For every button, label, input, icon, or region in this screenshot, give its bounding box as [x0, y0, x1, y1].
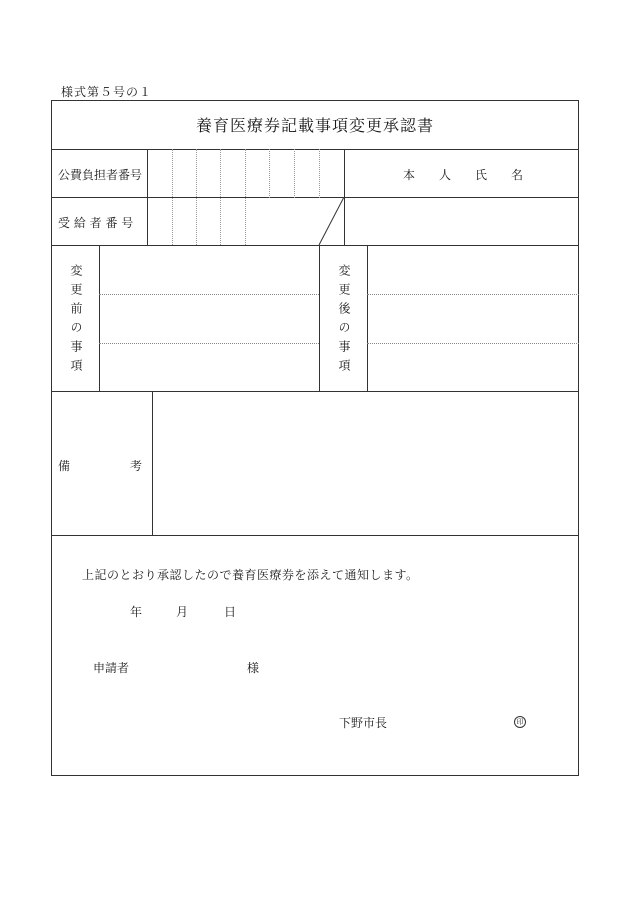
- applicant-label: 申請者: [93, 661, 130, 675]
- date-month: 月: [176, 605, 189, 619]
- divider: [344, 149, 345, 198]
- form-frame: [51, 100, 579, 776]
- digit-separator: [220, 149, 221, 245]
- digit-separator: [245, 149, 246, 245]
- remarks-label-char: 備: [58, 459, 71, 473]
- form-title: 養育医療券記載事項変更承認書: [195, 116, 434, 135]
- before-change-label: 変更前の事項: [69, 264, 83, 378]
- divider: [51, 391, 579, 392]
- entry-line: [99, 343, 319, 344]
- entry-line: [99, 294, 319, 295]
- divider: [319, 245, 320, 391]
- digit-separator: [196, 149, 197, 245]
- divider: [51, 535, 579, 536]
- date-day: 日: [224, 605, 237, 619]
- notice-text: 上記のとおり承認したので養育医療券を添えて通知します。: [82, 568, 419, 582]
- divider: [99, 245, 100, 391]
- divider: [51, 245, 579, 246]
- name-label-char: 人: [439, 168, 452, 182]
- date-year: 年: [130, 605, 143, 619]
- digit-separator: [269, 149, 270, 198]
- recipient-number-label: 受 給 者 番 号: [58, 216, 134, 230]
- seal-mark: 印: [514, 716, 526, 728]
- name-label-char: 氏: [475, 168, 488, 182]
- mayor-label: 下野市長: [339, 716, 388, 730]
- digit-separator: [294, 149, 295, 198]
- after-change-label: 変更後の事項: [337, 264, 351, 378]
- remarks-label-char: 考: [130, 459, 143, 473]
- divider: [367, 245, 368, 391]
- divider: [152, 391, 153, 535]
- digit-separator: [172, 149, 173, 245]
- public-payer-number-label: 公費負担者番号: [58, 168, 143, 182]
- entry-line: [367, 343, 579, 344]
- slash-divider: [316, 197, 346, 246]
- divider: [147, 149, 148, 245]
- honorific-label: 様: [247, 661, 260, 675]
- divider: [51, 197, 579, 198]
- entry-line: [367, 294, 579, 295]
- name-label-char: 本: [403, 168, 416, 182]
- form-number: 様式第５号の１: [61, 85, 153, 99]
- name-label-char: 名: [511, 168, 524, 182]
- divider: [51, 149, 579, 150]
- digit-separator: [319, 149, 320, 198]
